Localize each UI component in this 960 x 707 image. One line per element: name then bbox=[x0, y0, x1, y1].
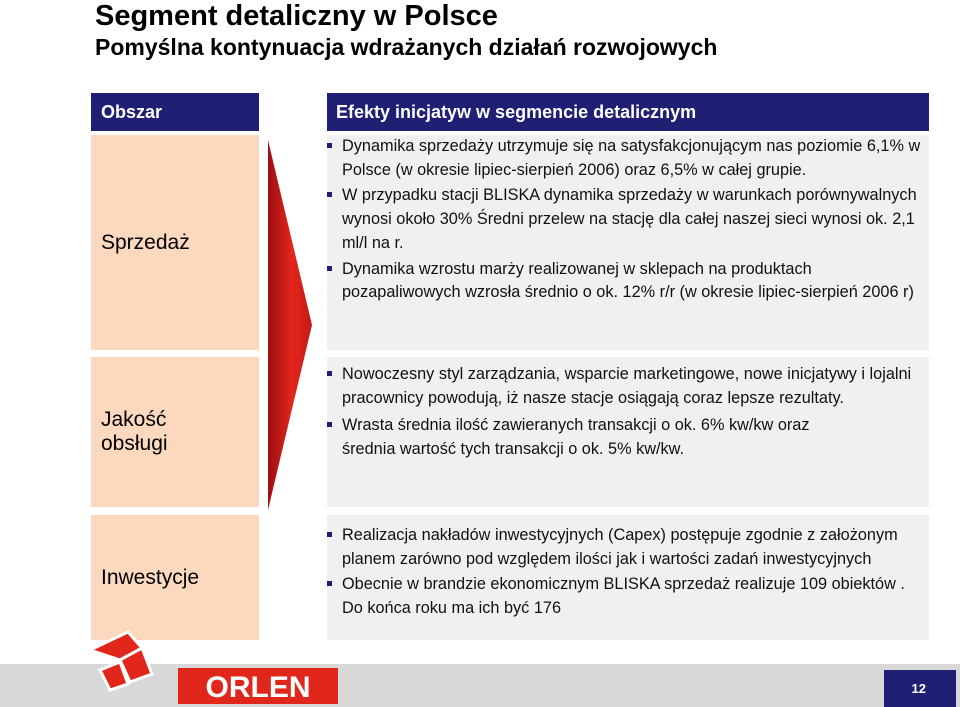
logo-text: ORLEN bbox=[205, 671, 311, 704]
area-investments bbox=[91, 515, 259, 640]
sales-bullet-3-text: Dynamika wzrostu marży realizowanej w sklepach na produktach pozapaliwowych wzrosła średnio o ok. 12% r/r (w okresie lipiec-sierpień 2006 r) bbox=[342, 259, 914, 302]
investments-bullet-2-text: Obecnie w brandzie ekonomicznym BLISKA sprzedaż realizuje 109 obiektów . Do końca roku ma ich być 176 bbox=[342, 575, 905, 618]
investments-bullet-1 bbox=[342, 524, 925, 571]
header-effects: Efekty inicjatyw w segmencie detalicznym bbox=[327, 93, 929, 131]
content-sales bbox=[327, 135, 929, 350]
header-area: Obszar bbox=[91, 93, 259, 131]
bullet-square-icon bbox=[327, 371, 332, 376]
page-subtitle: Pomyślna kontynuacja wdrażanych działań rozwojowych bbox=[95, 34, 718, 60]
bullet-square-icon bbox=[327, 581, 332, 586]
area-service-quality-label: Jakość obsługi bbox=[101, 408, 168, 455]
page-title: Segment detaliczny w Polsce bbox=[95, 0, 498, 32]
area-service-quality bbox=[91, 357, 259, 507]
orlen-logo bbox=[80, 630, 340, 707]
area-investments-label: Inwestycje bbox=[101, 565, 200, 589]
sales-bullet-1 bbox=[342, 135, 925, 182]
service-bullet-1 bbox=[342, 363, 925, 410]
bullet-square-icon bbox=[327, 422, 332, 427]
bullet-square-icon bbox=[327, 266, 332, 271]
service-bullet-list bbox=[342, 363, 925, 462]
service-bullet-2 bbox=[342, 414, 925, 461]
area-sales bbox=[91, 135, 259, 350]
sales-bullet-1-text: Dynamika sprzedaży utrzymuje się na satysfakcjonującym nas poziomie 6,1% w Polsce (w okresie lipiec-sierpień 2006) oraz 6,5% w całej grupie. bbox=[342, 137, 921, 179]
investments-bullet-1-text: Realizacja nakładów inwestycyjnych (Capex) postępuje zgodnie z założonym planem zarówno pod względem ilości jak i wartości zadań inwestycyjnych bbox=[342, 526, 898, 568]
page-number: 12 bbox=[884, 670, 956, 707]
investments-bullet-list bbox=[342, 524, 925, 621]
sales-bullet-3 bbox=[342, 258, 925, 305]
investments-bullet-2 bbox=[342, 573, 925, 620]
chevron-arrow-icon bbox=[262, 140, 322, 510]
content-investments bbox=[327, 515, 929, 640]
bullet-square-icon bbox=[327, 532, 332, 537]
sales-bullet-list bbox=[342, 135, 925, 305]
content-service-quality bbox=[327, 357, 929, 507]
area-sales-label: Sprzedaż bbox=[101, 230, 190, 254]
sales-bullet-2 bbox=[342, 184, 925, 255]
bullet-square-icon bbox=[327, 143, 332, 148]
sales-bullet-2-text: W przypadku stacji BLISKA dynamika sprzedaży w warunkach porównywalnych wynosi około 30% Średni przelew na stację dla całej naszej sieci wynosi ok. 2,1 ml/l na r. bbox=[342, 186, 917, 252]
service-bullet-2-text: Wrasta średnia ilość zawieranych transakcji o ok. 6% kw/kw oraz średnia wartość tych transakcji o ok. 5% kw/kw. bbox=[342, 416, 810, 459]
service-bullet-1-text: Nowoczesny styl zarządzania, wsparcie marketingowe, nowe inicjatywy i lojalni pracownicy powodują, iż nasze stacje osiągają coraz lepsze rezultaty. bbox=[342, 365, 912, 407]
bullet-square-icon bbox=[327, 192, 332, 197]
